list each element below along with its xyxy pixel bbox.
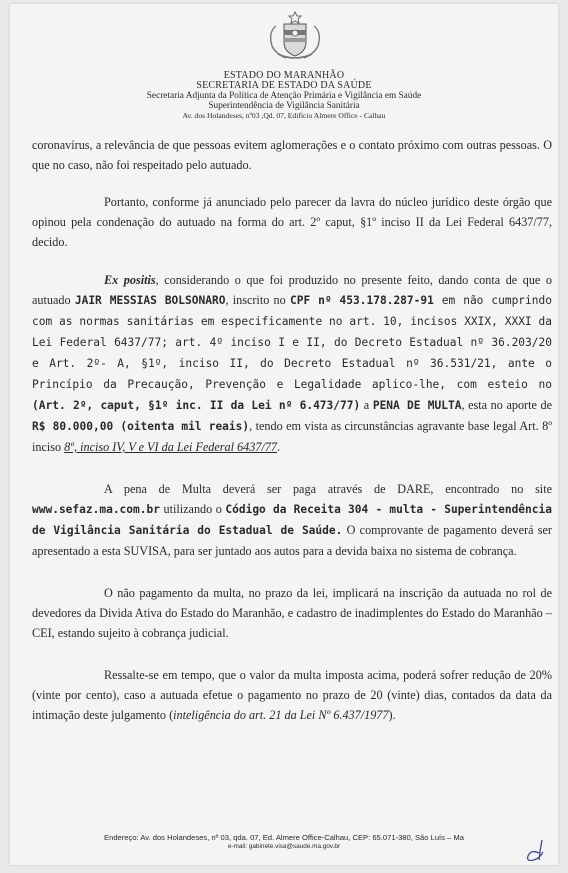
document-body bbox=[32, 135, 552, 725]
paragraph-6: Ressalte-se em tempo, que o valor da multa imposta acima, poderá sofrer redução de 20% (vinte por cento), caso a autuada efetue o pagamento no prazo de 20 (vinte) dias, contados da data da intimação deste julgamento (inteligência do art. 21 da Lei Nº 6.437/1977). bbox=[32, 668, 552, 722]
law-reference: inteligência do art. 21 da Lei Nº 6.437/1977 bbox=[173, 708, 389, 722]
footer-address: Endereço: Av. dos Holandeses, nº 03, qda. 07, Ed. Almere Office-Calhau, CEP: 65.071-380, São Luís – Ma bbox=[104, 833, 464, 842]
cpf-number: CPF nº 453.178.287-91 bbox=[290, 294, 434, 307]
payment-site: www.sefaz.ma.com.br bbox=[32, 503, 160, 516]
inciso-reference: 8º, inciso IV, V e VI da Lei Federal 6437/77 bbox=[64, 440, 278, 454]
paragraph-4: A pena de Multa deverá ser paga através de DARE, encontrado no site www.sefaz.ma.com.br utilizando o Código da Receita 304 - multa - Superintendência de Vigilância Sanitária do Estadual de Saúde. O comprovante de pagamento deverá ser apresentado a esta SUVISA, para ser juntado aos autos para a devida baixa no sistema de cobrança. bbox=[32, 482, 552, 558]
defendant-name: JAIR MESSIAS BOLSONARO bbox=[74, 294, 226, 307]
penalty-type: PENA DE MULTA bbox=[372, 399, 462, 412]
initials-signature bbox=[522, 837, 552, 863]
paragraph-5: O não pagamento da multa, no prazo da lei, implicará na inscrição da autuada no rol de devedores da Divida Ativa do Estado do Maranhão, e cadastro de inadimplentes do Estado do Maranhão – CEI, estando sujeito à cobrança judicial. bbox=[32, 586, 552, 640]
legal-article: (Art. 2º, caput, §1º inc. II da Lei nº 6.473/77) bbox=[32, 399, 361, 412]
ex-positis: Ex positis bbox=[104, 273, 156, 287]
paragraph-3: Ex positis, considerando o que foi produzido no presente feito, dando conta de que o autuado JAIR MESSIAS BOLSONARO, inscrito no CPF nº 453.178.287-91 em não cumprindo com as normas sanitárias em especificamente no art. 10, incisos XXIX, XXXI da Lei Federal 6437/77; art. 4º inciso I e II, do Decreto Estadual nº 36.203/20 e Art. 2º- A, §1º, inciso II, do Decreto Estadual nº 36.531/21, ante o Princípio da Precaução, Prevenção e Legalidade aplico-lhe, com esteio no (Art. 2º, caput, §1º inc. II da Lei nº 6.473/77) a PENA DE MULTA, esta no aporte de R$ 80.000,00 (oitenta mil reais), tendo em vista as circunstâncias agravante base legal Art. 8º inciso 8º, inciso IV, V e VI da Lei Federal 6437/77. bbox=[32, 273, 552, 454]
footer-email: e-mail: gabinete.visa@saude.ma.gov.br bbox=[227, 843, 341, 850]
document-page bbox=[10, 4, 558, 865]
secretaria-adjunta: Secretaria Adjunta da Política de Atenção Primária e Vigilância em Saúde bbox=[146, 91, 422, 101]
revenue-code: Código da Receita 304 - multa - Superintendência de Vigilância Sanitária do Estadual de Saúde. bbox=[32, 503, 552, 537]
paragraph-2: Portanto, conforme já anunciado pelo parecer da lavra do núcleo jurídico deste órgão que opinou pela condenação do autuado na forma do art. 2º caput, §1º inciso II da Lei Federal 6437/77, decido. bbox=[32, 195, 552, 249]
header-address: Av. dos Holandeses, nº03 ,Qd. 07, Edifício Almere Office - Calhau bbox=[182, 111, 386, 120]
state-coat-of-arms-seal bbox=[264, 10, 326, 62]
letterhead bbox=[10, 71, 558, 121]
paragraph-1: coronavírus, a relevância de que pessoas evitem aglomerações e o contato próximo com outras pessoas. O que no caso, não foi respeitado pelo autuado. bbox=[32, 138, 552, 172]
state-name: ESTADO DO MARANHÃO bbox=[223, 70, 345, 81]
superintendencia: Superintendência de Vigilância Sanitária bbox=[208, 101, 360, 111]
secretaria-name: SECRETARIA DE ESTADO DA SAÚDE bbox=[196, 80, 372, 91]
fine-amount: R$ 80.000,00 (oitenta mil reais) bbox=[32, 420, 250, 433]
footer bbox=[10, 833, 558, 850]
